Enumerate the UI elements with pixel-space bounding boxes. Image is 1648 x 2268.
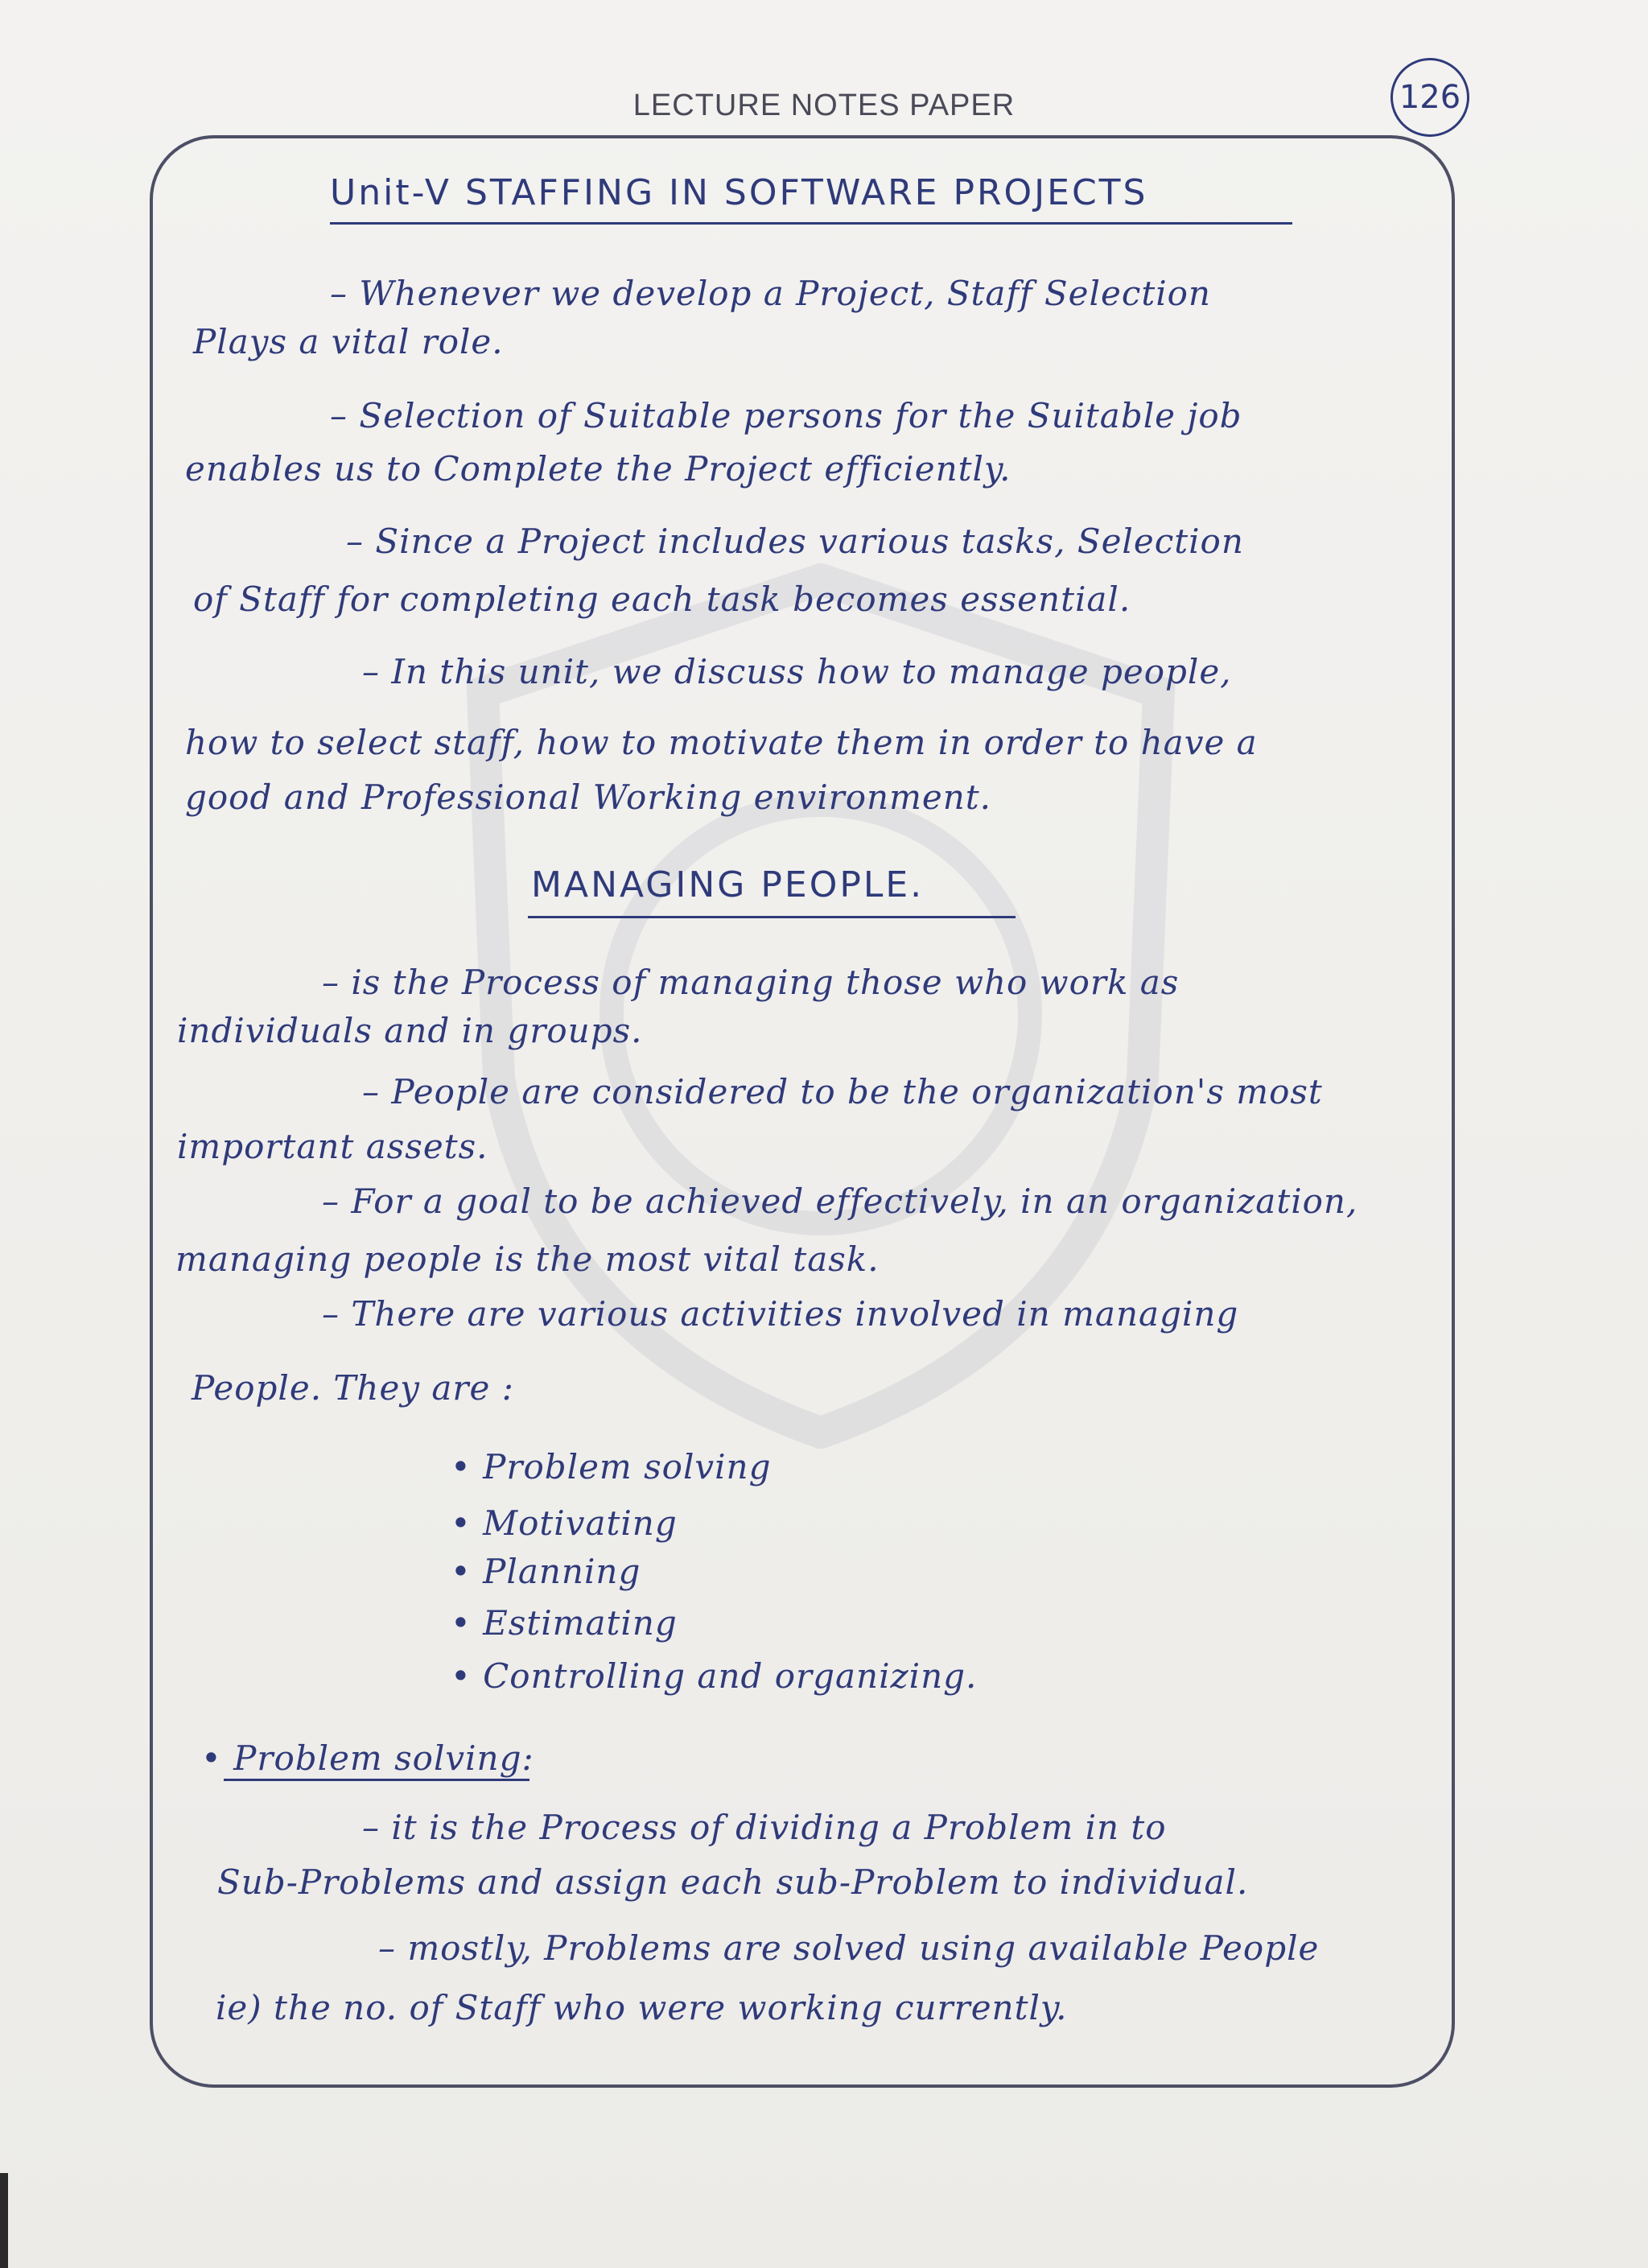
page-header: LECTURE NOTES PAPER [632,89,1016,122]
text-line: Sub-Problems and assign each sub-Problem to individual. [217,1862,1249,1902]
scan-edge [0,2173,8,2268]
text-line: – is the Process of managing those who work as [322,963,1180,1002]
text-line: Plays a vital role. [193,322,504,361]
unit-title: Unit-V STAFFING IN SOFTWARE PROJECTS [330,172,1148,213]
text-line: managing people is the most vital task. [175,1239,880,1279]
text-line: – There are various activities involved in managing [322,1294,1239,1334]
section-heading-underline [528,916,1016,918]
text-line: important assets. [177,1127,488,1166]
text-line: individuals and in groups. [177,1011,643,1050]
subheading-problem-solving: • Problem solving: [201,1738,534,1778]
text-line: good and Professional Working environment. [185,777,992,817]
text-line: how to select staff, how to motivate them in order to have a [185,723,1258,762]
text-line: People. They are : [192,1368,514,1408]
bullet-item: • Problem solving [451,1447,772,1487]
text-line: – it is the Process of dividing a Problem in to [362,1808,1167,1847]
text-line: ie) the no. of Staff who were working currently. [216,1988,1068,2027]
text-line: – mostly, Problems are solved using available People [378,1928,1320,1968]
bullet-item: • Controlling and organizing. [451,1656,978,1696]
text-line: – For a goal to be achieved effectively, in an organization, [322,1181,1358,1221]
text-line: – Whenever we develop a Project, Staff Selection [330,274,1211,313]
subheading-underline [224,1779,529,1781]
bullet-item: • Motivating [451,1503,678,1543]
page-number-badge: 126 [1390,58,1469,137]
bullet-item: • Estimating [451,1603,678,1643]
text-line: – Selection of Suitable persons for the Suitable job [330,396,1242,435]
title-underline [330,222,1292,225]
text-line: – In this unit, we discuss how to manage people, [362,652,1232,691]
text-line: – People are considered to be the organization's most [362,1072,1323,1111]
text-line: – Since a Project includes various tasks, Selection [346,522,1244,561]
text-line: of Staff for completing each task becomes essential. [193,579,1131,619]
section-heading: MANAGING PEOPLE. [531,864,925,905]
text-line: enables us to Complete the Project efficiently. [185,449,1011,489]
bullet-item: • Planning [451,1552,641,1591]
